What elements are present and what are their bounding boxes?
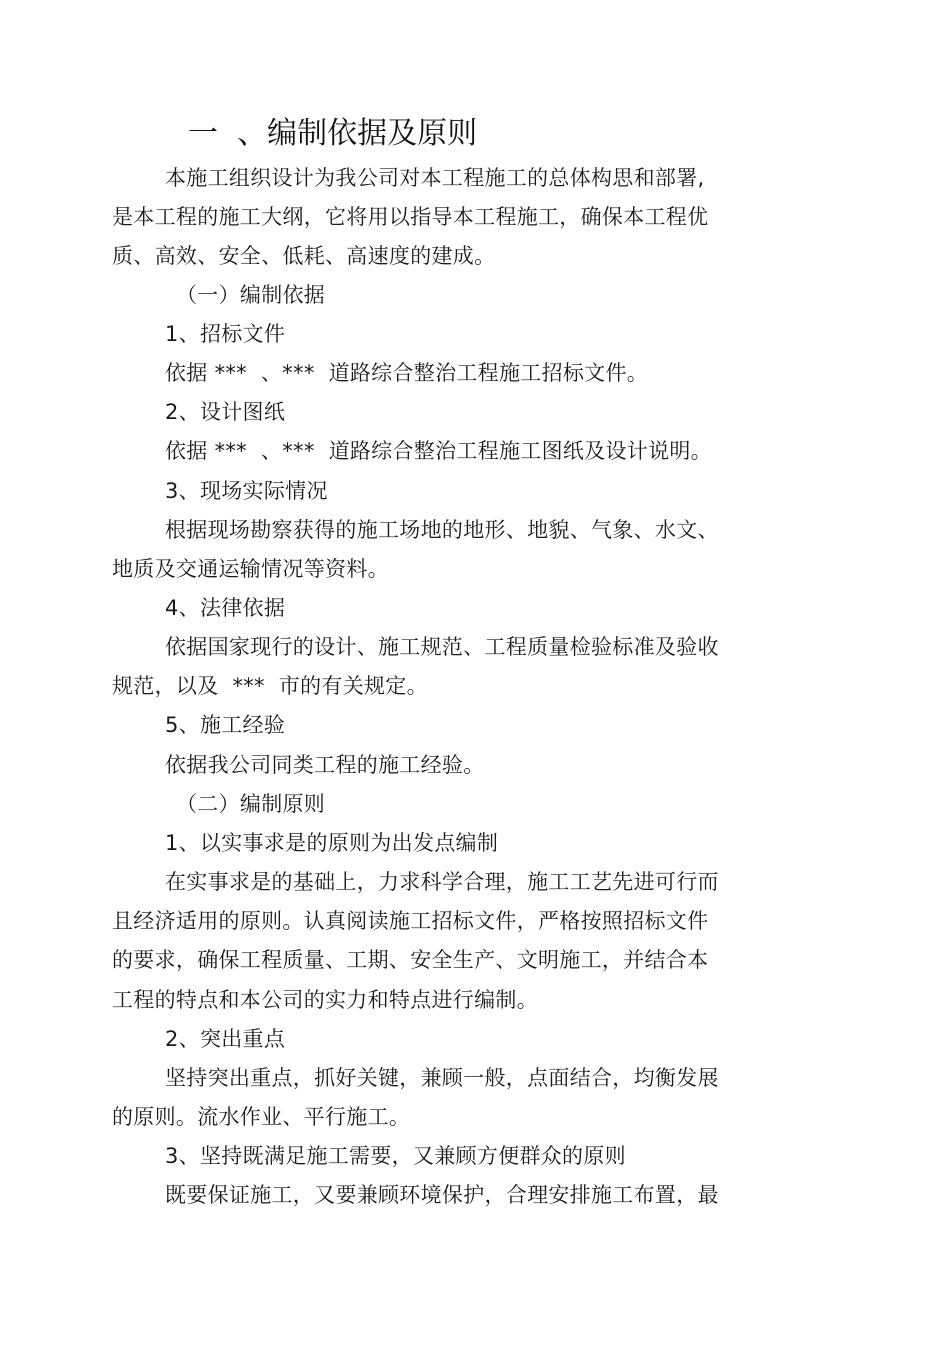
paragraph-line: 依据我公司同类工程的施工经验。 <box>165 753 485 777</box>
paragraph-line: 依据 *** 、*** 道路综合整治工程施工图纸及设计说明。 <box>165 439 712 463</box>
paragraph-line: 工程的特点和本公司的实力和特点进行编制。 <box>112 988 538 1012</box>
paragraph-line: 本施工组织设计为我公司对本工程施工的总体构思和部署, <box>165 166 705 190</box>
subsection-heading: （二）编制原则 <box>176 792 326 816</box>
paragraph-line: 依据 *** 、*** 道路综合整治工程施工招标文件。 <box>165 361 649 385</box>
paragraph-line: 根据现场勘察获得的施工场地的地形、地貌、气象、水文、 <box>165 518 719 542</box>
paragraph-line: 坚持突出重点，抓好关键，兼顾一般，点面结合，均衡发展 <box>165 1066 719 1090</box>
paragraph-line: 地质及交通运输情况等资料。 <box>112 557 389 581</box>
paragraph-line: 且经济适用的原则。认真阅读施工招标文件，严格按照招标文件 <box>112 909 709 933</box>
paragraph-line: 质、高效、安全、低耗、高速度的建成。 <box>112 244 496 268</box>
paragraph-line: 的原则。流水作业、平行施工。 <box>112 1105 411 1129</box>
paragraph-line: 的要求，确保工程质量、工期、安全生产、文明施工，并结合本 <box>112 948 709 972</box>
paragraph-line: 在实事求是的基础上，力求科学合理，施工工艺先进可行而 <box>165 870 719 894</box>
section-title: 一 、编制依据及原则 <box>188 116 478 151</box>
item-heading: 3、坚持既满足施工需要，又兼顾方便群众的原则 <box>165 1144 626 1168</box>
item-heading: 4、法律依据 <box>165 596 286 620</box>
item-heading: 2、设计图纸 <box>165 400 286 424</box>
item-heading: 1、以实事求是的原则为出发点编制 <box>165 831 499 855</box>
item-heading: 5、施工经验 <box>165 713 286 737</box>
paragraph-line: 规范，以及 *** 市的有关规定。 <box>112 674 428 698</box>
item-heading: 1、招标文件 <box>165 322 286 346</box>
paragraph-line: 是本工程的施工大纲，它将用以指导本工程施工，确保本工程优 <box>112 205 709 229</box>
paragraph-line: 既要保证施工，又要兼顾环境保护，合理安排施工布置，最 <box>165 1183 719 1207</box>
item-heading: 2、突出重点 <box>165 1027 286 1051</box>
paragraph-line: 依据国家现行的设计、施工规范、工程质量检验标准及验收 <box>165 635 719 659</box>
item-heading: 3、现场实际情况 <box>165 479 328 503</box>
subsection-heading: （一）编制依据 <box>176 283 326 307</box>
